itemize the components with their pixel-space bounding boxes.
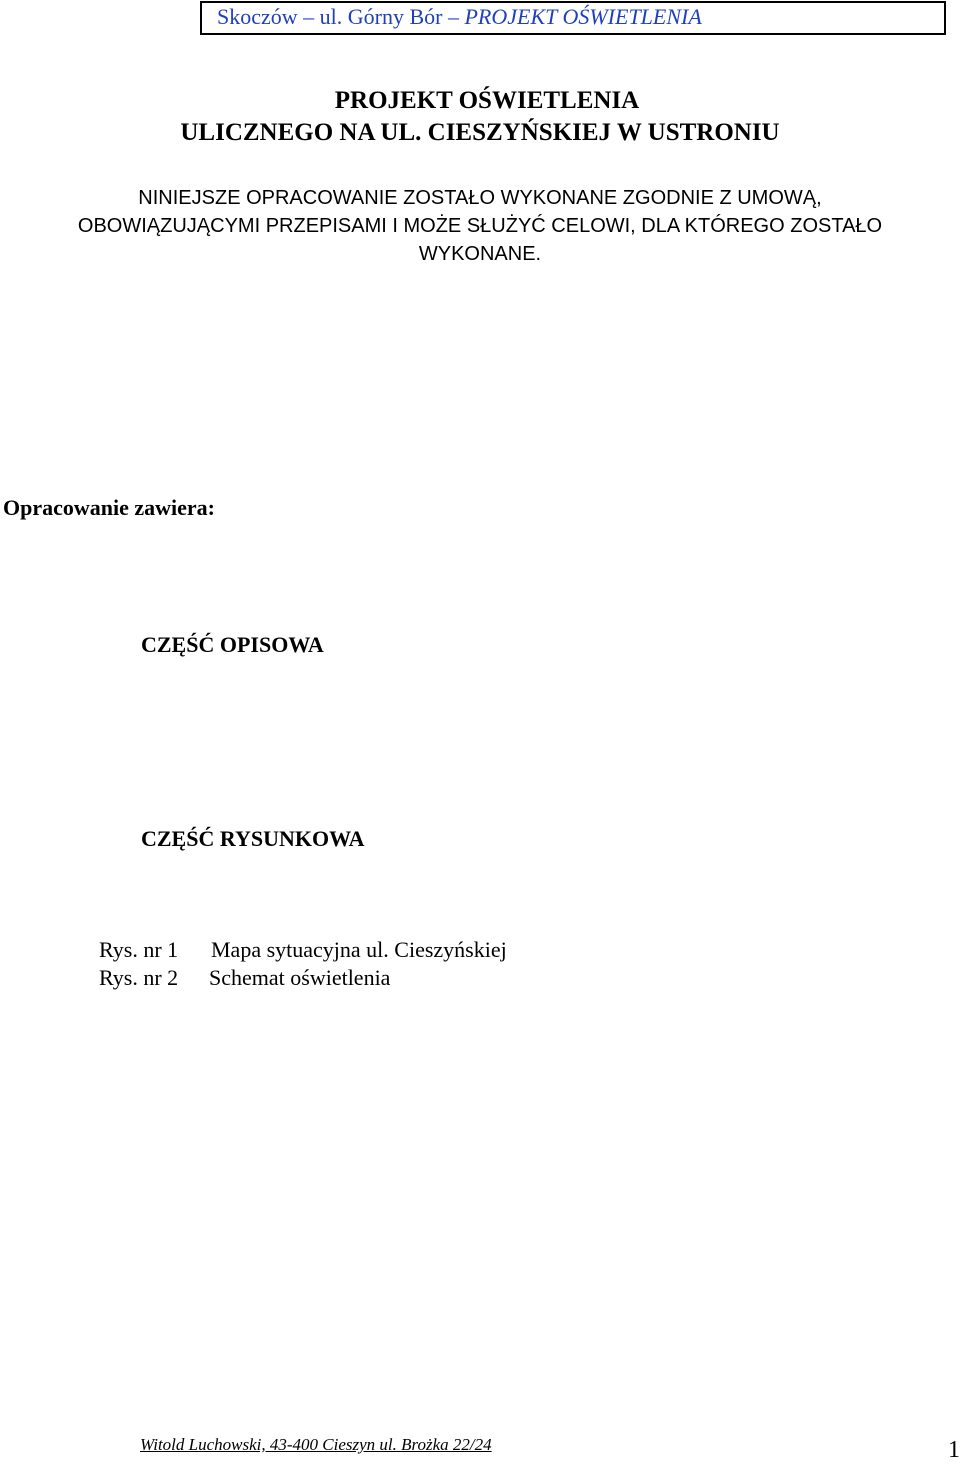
section-descriptive: CZĘŚĆ OPISOWA <box>141 632 324 657</box>
header-location: Skoczów – ul. Górny Bór – <box>217 4 459 29</box>
running-header <box>217 4 702 30</box>
footer-author: Witold Luchowski, 43-400 Cieszyn ul. Brożka 22/24 <box>140 1435 492 1454</box>
section-drawings: CZĘŚĆ RYSUNKOWA <box>141 826 365 851</box>
notice-line-3: WYKONANE. <box>418 243 542 265</box>
drawing-number: Rys. nr 1 <box>99 937 179 962</box>
notice-line-1: NINIEJSZE OPRACOWANIE ZOSTAŁO WYKONANE ZGODNIE Z UMOWĄ, <box>138 187 822 209</box>
notice-line-2: OBOWIĄZUJĄCYMI PRZEPISAMI I MOŻE SŁUŻYĆ CELOWI, DLA KTÓREGO ZOSTAŁO <box>77 215 883 237</box>
drawing-list-item <box>99 964 390 992</box>
drawing-description: Schemat oświetlenia <box>209 965 391 990</box>
document-title-line-2: ULICZNEGO NA UL. CIESZYŃSKIEJ W USTRONIU <box>180 119 780 146</box>
page-number: 1 <box>948 1437 960 1463</box>
header-project: PROJEKT OŚWIETLENIA <box>464 4 702 29</box>
drawing-description: Mapa sytuacyjna ul. Cieszyńskiej <box>211 937 507 962</box>
document-title-line-1: PROJEKT OŚWIETLENIA <box>334 87 640 114</box>
drawing-list-item <box>99 936 507 964</box>
drawing-number: Rys. nr 2 <box>99 965 179 990</box>
contents-heading: Opracowanie zawiera: <box>3 495 215 520</box>
